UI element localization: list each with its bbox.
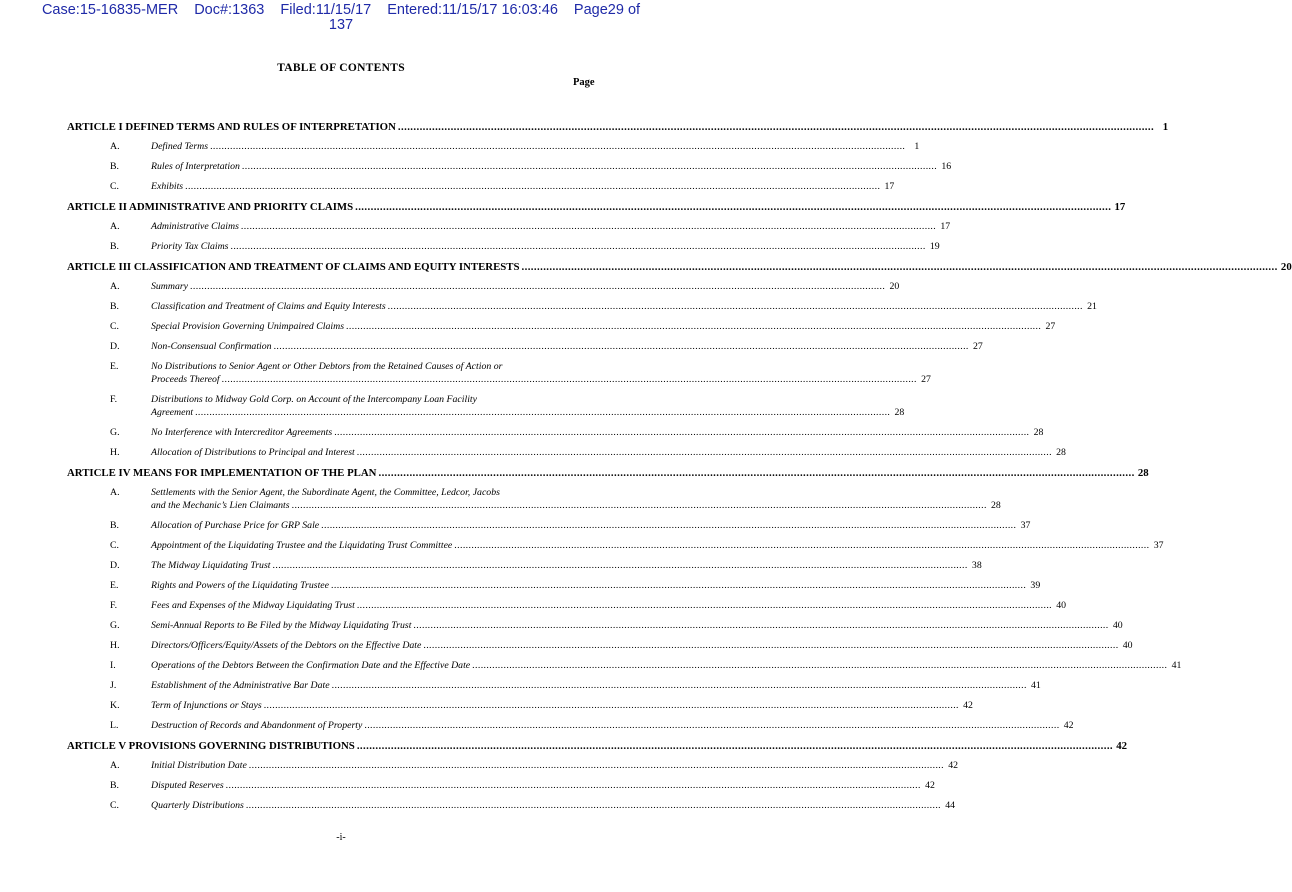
entry-page: 40	[1122, 640, 1133, 651]
entry-title: Semi-Annual Reports to Be Filed by the Midway Liquidating Trust	[151, 620, 412, 631]
entry-title: No Distributions to Senior Agent or Other Debtors from the Retained Causes of Action or	[151, 361, 503, 372]
entry-letter: D.	[110, 341, 120, 352]
toc-entry[interactable]	[67, 776, 935, 796]
entry-title: Defined Terms	[151, 141, 209, 152]
entry-title: Priority Tax Claims	[151, 241, 229, 252]
entry-title: Directors/Officers/Equity/Assets of the Debtors on the Effective Date	[151, 640, 422, 651]
toc-article[interactable]	[67, 117, 1169, 137]
toc-entry[interactable]	[67, 390, 905, 423]
leader-dots	[273, 556, 968, 576]
toc-entry[interactable]	[67, 656, 1182, 676]
entry-letter: B.	[110, 161, 119, 172]
entry-letter: K.	[110, 700, 120, 711]
toc-entry[interactable]	[67, 217, 951, 237]
toc-entry[interactable]	[67, 716, 1074, 736]
entry-page: 20	[889, 281, 900, 292]
entry-letter: D.	[110, 560, 120, 571]
toc-entry[interactable]	[67, 516, 1031, 536]
entry-letter: A.	[110, 760, 120, 771]
leader-dots	[357, 443, 1052, 463]
leader-dots	[346, 317, 1041, 337]
leader-dots	[357, 596, 1052, 616]
entry-page: 17	[884, 181, 895, 192]
entry-title: Non-Consensual Confirmation	[151, 341, 272, 352]
entry-letter: J.	[110, 680, 117, 691]
entry-letter: F.	[110, 394, 118, 405]
entry-title-cont: Agreement	[151, 407, 194, 418]
entry-title: Summary	[151, 281, 189, 292]
entry-letter: G.	[110, 427, 120, 438]
article-page: 28	[1137, 467, 1149, 479]
leader-dots	[230, 237, 925, 257]
entry-letter: H.	[110, 640, 120, 651]
entry-letter: A.	[110, 281, 120, 292]
leader-dots	[398, 117, 1154, 137]
doc-number: Doc#:1363	[194, 2, 265, 18]
entry-page: 42	[1063, 720, 1074, 731]
entry-letter: A.	[110, 487, 120, 498]
toc-entry[interactable]	[67, 556, 982, 576]
entry-page: 41	[1171, 660, 1182, 671]
toc-entry[interactable]	[67, 423, 1044, 443]
entry-page: 37	[1020, 520, 1031, 531]
toc-entry[interactable]	[67, 756, 959, 776]
entry-title: Administrative Claims	[151, 221, 239, 232]
toc-entry[interactable]	[67, 157, 952, 177]
entry-title: Classification and Treatment of Claims and Equity Interests	[151, 301, 386, 312]
entry-letter: A.	[110, 141, 120, 152]
entry-letter: I.	[110, 660, 116, 671]
leader-dots	[292, 499, 987, 512]
entry-page: 42	[948, 760, 959, 771]
leader-dots	[264, 696, 959, 716]
entry-letter: B.	[110, 241, 119, 252]
entry-title: Quarterly Distributions	[151, 800, 244, 811]
article-title: ARTICLE V PROVISIONS GOVERNING DISTRIBUTIONS	[67, 740, 355, 752]
toc-article[interactable]	[67, 463, 1149, 483]
toc-article[interactable]	[67, 197, 1126, 217]
toc-article[interactable]	[67, 257, 1292, 277]
article-title: ARTICLE III CLASSIFICATION AND TREATMENT OF CLAIMS AND EQUITY INTERESTS	[67, 261, 520, 273]
entry-letter: C.	[110, 800, 119, 811]
entry-page: 41	[1031, 680, 1041, 691]
entry-letter: E.	[110, 580, 119, 591]
leader-dots	[222, 373, 917, 386]
toc-entry[interactable]	[67, 337, 983, 357]
entry-page: 17	[940, 221, 951, 232]
leader-dots	[522, 257, 1278, 277]
leader-dots	[249, 756, 944, 776]
entry-page: 28	[1056, 447, 1066, 458]
case-number: Case:15-16835-MER	[41, 2, 179, 18]
entry-letter: B.	[110, 780, 119, 791]
entry-title: Exhibits	[151, 181, 184, 192]
entry-page: 28	[1033, 427, 1044, 438]
entry-title: Destruction of Records and Abandonment of Property	[151, 720, 363, 731]
entry-title: Allocation of Distributions to Principal and Interest	[151, 447, 355, 458]
leader-dots	[274, 337, 969, 357]
entry-letter: F.	[110, 600, 118, 611]
leader-dots	[246, 796, 941, 816]
leader-dots	[413, 616, 1108, 636]
entry-page: 28	[894, 407, 905, 418]
toc-entry[interactable]	[67, 676, 1041, 696]
entry-letter: H.	[110, 447, 120, 458]
entry-title: Initial Distribution Date	[151, 760, 247, 771]
toc-entry[interactable]	[67, 237, 940, 257]
entered-date: Entered:11/15/17 16:03:46	[387, 2, 558, 18]
toc-entry[interactable]	[67, 317, 1056, 337]
toc-entry[interactable]	[67, 796, 956, 816]
toc-entry[interactable]	[67, 636, 1133, 656]
entry-title: Term of Injunctions or Stays	[151, 700, 262, 711]
entry-letter: L.	[110, 720, 119, 731]
entry-title: Allocation of Purchase Price for GRP Sale	[151, 520, 320, 531]
entry-title: The Midway Liquidating Trust	[151, 560, 271, 571]
filing-header	[0, 3, 682, 33]
leader-dots	[388, 297, 1083, 317]
page-number-footer: -i-	[336, 832, 346, 843]
article-page: 1	[1162, 121, 1169, 133]
entry-page: 27	[1045, 321, 1056, 332]
entry-title: Establishment of the Administrative Bar Date	[151, 680, 330, 691]
toc-entry[interactable]	[67, 696, 973, 716]
toc-entry[interactable]	[67, 357, 931, 390]
article-page: 17	[1114, 201, 1126, 213]
toc-entry[interactable]	[67, 297, 1097, 317]
entry-page: 40	[1056, 600, 1067, 611]
article-page: 42	[1116, 740, 1128, 752]
leader-dots	[185, 177, 880, 197]
entry-letter: E.	[110, 361, 119, 372]
leader-dots	[331, 576, 1026, 596]
entry-title-cont: and the Mechanic’s Lien Claimants	[151, 500, 290, 511]
entry-title-cont: Proceeds Thereof	[151, 374, 220, 385]
leader-dots	[241, 217, 936, 237]
entry-page: 42	[963, 700, 973, 711]
leader-dots	[334, 423, 1029, 443]
toc-entry[interactable]	[67, 616, 1123, 636]
article-title: ARTICLE IV MEANS FOR IMPLEMENTATION OF THE PLAN	[67, 467, 377, 479]
toc-entry[interactable]	[67, 483, 1001, 516]
page-of: Page29 of	[573, 2, 641, 18]
toc-entry[interactable]	[67, 137, 920, 157]
entry-page: 27	[973, 341, 983, 352]
entry-title: Appointment of the Liquidating Trustee and the Liquidating Trust Committee	[151, 540, 453, 551]
leader-dots	[355, 197, 1111, 217]
leader-dots	[357, 736, 1113, 756]
toc-article[interactable]	[67, 736, 1128, 756]
article-title: ARTICLE I DEFINED TERMS AND RULES OF INTERPRETATION	[67, 121, 396, 133]
leader-dots	[190, 277, 885, 297]
toc-entry[interactable]	[67, 277, 900, 297]
entry-page: 19	[929, 241, 940, 252]
entry-page: 28	[991, 500, 1001, 511]
entry-letter: C.	[110, 321, 119, 332]
entry-page: 39	[1030, 580, 1041, 591]
entry-title: Special Provision Governing Unimpaired Claims	[151, 321, 345, 332]
entry-letter: B.	[110, 301, 119, 312]
entry-title: Operations of the Debtors Between the Confirmation Date and the Effective Date	[151, 660, 471, 671]
entry-page: 44	[945, 800, 956, 811]
page-column-label: Page	[573, 77, 595, 88]
leader-dots	[378, 463, 1134, 483]
table-of-contents	[67, 117, 1292, 816]
entry-page: 27	[921, 374, 931, 385]
entry-letter: C.	[110, 181, 119, 192]
leader-dots	[454, 536, 1149, 556]
leader-dots	[472, 656, 1167, 676]
entry-title: Distributions to Midway Gold Corp. on Account of the Intercompany Loan Facility	[151, 394, 477, 405]
entry-letter: B.	[110, 520, 119, 531]
entry-letter: C.	[110, 540, 119, 551]
leader-dots	[195, 406, 890, 419]
filed-date: Filed:11/15/17	[280, 2, 372, 18]
leader-dots	[210, 137, 905, 157]
entry-title: Disputed Reserves	[151, 780, 224, 791]
entry-page: 37	[1153, 540, 1164, 551]
toc-entry[interactable]	[67, 177, 895, 197]
leader-dots	[242, 157, 937, 177]
entry-title: Settlements with the Senior Agent, the Subordinate Agent, the Committee, Ledcor, Jacobs	[151, 487, 500, 498]
toc-entry[interactable]	[67, 596, 1067, 616]
entry-letter: G.	[110, 620, 120, 631]
filing-header-line1	[0, 3, 682, 18]
leader-dots	[321, 516, 1016, 536]
entry-page: 16	[941, 161, 952, 172]
leader-dots	[364, 716, 1059, 736]
toc-entry[interactable]	[67, 443, 1066, 463]
toc-entry[interactable]	[67, 536, 1164, 556]
entry-title: Rules of Interpretation	[151, 161, 240, 172]
page-total: 137	[328, 17, 354, 33]
entry-title: Fees and Expenses of the Midway Liquidating Trust	[151, 600, 355, 611]
leader-dots	[423, 636, 1118, 656]
article-page: 20	[1280, 261, 1292, 273]
entry-page: 21	[1087, 301, 1097, 312]
entry-page: 38	[971, 560, 982, 571]
entry-page: 1	[914, 141, 920, 152]
toc-title: TABLE OF CONTENTS	[277, 62, 405, 74]
entry-title: No Interference with Intercreditor Agreements	[151, 427, 333, 438]
leader-dots	[332, 676, 1027, 696]
leader-dots	[226, 776, 921, 796]
entry-title: Rights and Powers of the Liquidating Trustee	[151, 580, 329, 591]
entry-page: 40	[1112, 620, 1123, 631]
entry-letter: A.	[110, 221, 120, 232]
entry-page: 42	[925, 780, 935, 791]
toc-entry[interactable]	[67, 576, 1041, 596]
article-title: ARTICLE II ADMINISTRATIVE AND PRIORITY CLAIMS	[67, 201, 354, 213]
